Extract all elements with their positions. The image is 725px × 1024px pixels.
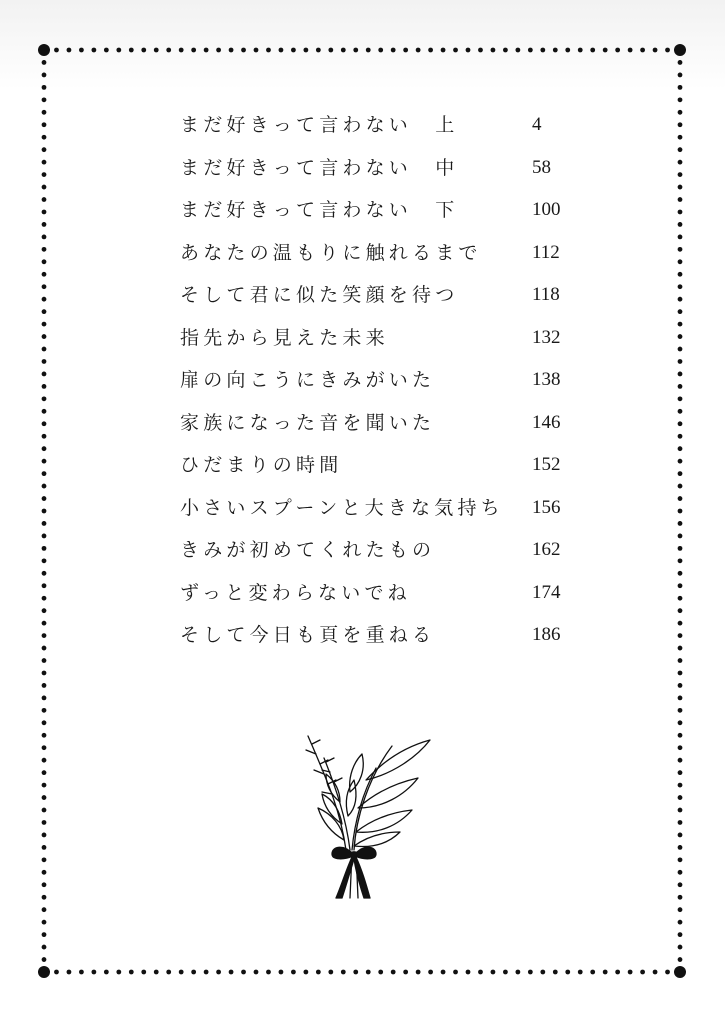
border-dot <box>491 48 496 53</box>
border-dot <box>678 770 683 775</box>
border-dot <box>42 347 47 352</box>
border-dot <box>166 970 171 975</box>
border-dot <box>266 48 271 53</box>
border-dot <box>441 970 446 975</box>
border-dot <box>678 833 683 838</box>
border-dot <box>515 970 520 975</box>
border-dot <box>678 558 683 563</box>
border-dot <box>42 85 47 90</box>
toc-page-number: 132 <box>532 326 561 348</box>
border-dot <box>154 970 159 975</box>
border-dot <box>216 48 221 53</box>
border-dot <box>678 372 683 377</box>
toc-page-number: 112 <box>532 241 560 263</box>
border-dot <box>553 48 558 53</box>
border-dot <box>403 970 408 975</box>
border-dot <box>104 970 109 975</box>
border-dot <box>678 197 683 202</box>
border-dot <box>678 608 683 613</box>
toc-page-number: 156 <box>532 496 561 518</box>
border-dot <box>42 895 47 900</box>
border-dot <box>678 297 683 302</box>
border-dot <box>42 322 47 327</box>
border-dot <box>353 970 358 975</box>
border-dot <box>366 48 371 53</box>
border-dot <box>678 695 683 700</box>
border-dot <box>42 907 47 912</box>
border-dot <box>515 48 520 53</box>
toc-page-number: 138 <box>532 369 561 390</box>
border-dot <box>378 970 383 975</box>
border-dot <box>678 359 683 364</box>
border-dot <box>678 895 683 900</box>
border-dot <box>116 48 121 53</box>
border-dot <box>678 882 683 887</box>
table-of-contents <box>180 104 580 657</box>
border-dot <box>42 845 47 850</box>
border-dot <box>42 372 47 377</box>
toc-title: まだ好きって言わない 中 <box>180 156 459 179</box>
toc-entry <box>180 487 580 530</box>
toc-entry <box>180 359 580 402</box>
bouquet-leaves <box>318 740 430 846</box>
border-dot <box>42 932 47 937</box>
border-dot <box>678 633 683 638</box>
border-dot <box>141 970 146 975</box>
border-dot <box>42 446 47 451</box>
border-dot <box>378 48 383 53</box>
border-dot <box>316 970 321 975</box>
border-dot <box>54 970 59 975</box>
border-dot <box>678 421 683 426</box>
border-dot <box>328 970 333 975</box>
border-dot <box>678 596 683 601</box>
border-dot <box>42 210 47 215</box>
toc-entry <box>180 572 580 615</box>
border-dot <box>42 833 47 838</box>
border-dot <box>42 396 47 401</box>
border-dot <box>678 272 683 277</box>
border-dot <box>42 920 47 925</box>
border-dot <box>678 521 683 526</box>
border-dot <box>478 48 483 53</box>
border-dot <box>565 970 570 975</box>
border-dot <box>466 48 471 53</box>
border-dot <box>42 172 47 177</box>
border-dot <box>678 322 683 327</box>
border-dot <box>279 970 284 975</box>
border-dot <box>341 48 346 53</box>
toc-title: ひだまりの時間 <box>180 454 343 476</box>
border-dot <box>42 484 47 489</box>
border-dot <box>42 496 47 501</box>
border-dot <box>42 708 47 713</box>
border-dot <box>678 234 683 239</box>
border-dot <box>42 259 47 264</box>
border-dot <box>279 48 284 53</box>
border-dot <box>42 222 47 227</box>
border-dot <box>678 546 683 551</box>
toc-entry <box>180 317 580 360</box>
border-dot <box>42 384 47 389</box>
border-dot <box>42 60 47 65</box>
border-dot <box>116 970 121 975</box>
border-dot <box>254 970 259 975</box>
toc-page-number: 152 <box>532 454 561 475</box>
border-dot <box>678 222 683 227</box>
toc-page-number: 146 <box>532 411 561 433</box>
border-dot <box>266 970 271 975</box>
toc-title: 家族になった音を聞いた <box>180 411 436 434</box>
border-dot <box>528 48 533 53</box>
border-dot <box>67 970 72 975</box>
border-dot <box>291 970 296 975</box>
toc-title: まだ好きって言わない 下 <box>180 199 459 221</box>
border-dot <box>678 409 683 414</box>
border-dot <box>79 970 84 975</box>
border-dot <box>678 783 683 788</box>
border-dot <box>653 970 658 975</box>
border-dot <box>391 48 396 53</box>
border-dot <box>42 509 47 514</box>
border-dot <box>678 920 683 925</box>
border-dot <box>42 247 47 252</box>
border-dot <box>678 932 683 937</box>
border-dot <box>42 459 47 464</box>
border-dot <box>678 122 683 127</box>
border-dot <box>42 284 47 289</box>
toc-entry <box>180 104 580 147</box>
border-dot <box>229 48 234 53</box>
border-dot <box>104 48 109 53</box>
border-dot <box>615 970 620 975</box>
border-dot <box>42 297 47 302</box>
border-dot <box>678 957 683 962</box>
toc-page-number: 186 <box>532 624 561 645</box>
border-dot <box>674 966 686 978</box>
border-dot <box>229 970 234 975</box>
toc-title: ずっと変わらないでね <box>180 581 411 604</box>
border-dot <box>678 808 683 813</box>
border-dot <box>678 147 683 152</box>
border-dot <box>565 48 570 53</box>
border-dot <box>678 446 683 451</box>
border-dot <box>678 870 683 875</box>
toc-title: あなたの温もりに触れるまで <box>180 241 482 264</box>
border-dot <box>42 309 47 314</box>
border-dot <box>578 970 583 975</box>
border-dot <box>678 945 683 950</box>
border-dot <box>42 945 47 950</box>
toc-page-number: 58 <box>532 156 551 178</box>
border-dot <box>653 48 658 53</box>
border-dot <box>42 795 47 800</box>
border-dot <box>42 558 47 563</box>
border-dot <box>678 671 683 676</box>
toc-title: そして君に似た笑顔を待つ <box>180 284 459 306</box>
border-dot <box>42 695 47 700</box>
border-dot <box>540 970 545 975</box>
toc-entry <box>180 402 580 445</box>
border-dot <box>42 683 47 688</box>
border-dot <box>42 882 47 887</box>
border-dot <box>42 870 47 875</box>
border-dot <box>678 347 683 352</box>
border-dot <box>678 583 683 588</box>
border-dot <box>42 272 47 277</box>
border-dot <box>678 708 683 713</box>
border-dot <box>665 970 670 975</box>
border-dot <box>91 970 96 975</box>
border-dot <box>54 48 59 53</box>
border-dot <box>678 97 683 102</box>
border-dot <box>678 857 683 862</box>
border-dot <box>590 970 595 975</box>
border-dot <box>503 970 508 975</box>
border-dot <box>553 970 558 975</box>
border-dot <box>42 434 47 439</box>
border-dot <box>678 471 683 476</box>
border-dot <box>528 970 533 975</box>
border-dot <box>678 434 683 439</box>
border-dot <box>628 48 633 53</box>
border-dot <box>79 48 84 53</box>
toc-title: まだ好きって言わない 上 <box>180 114 459 136</box>
border-dot <box>640 48 645 53</box>
border-dot <box>38 966 50 978</box>
toc-entry <box>180 614 580 657</box>
border-dot <box>678 621 683 626</box>
border-dot <box>179 48 184 53</box>
border-dot <box>441 48 446 53</box>
border-dot <box>42 571 47 576</box>
toc-page-number: 162 <box>532 539 561 560</box>
border-dot <box>678 309 683 314</box>
border-dot <box>42 596 47 601</box>
border-dot <box>678 396 683 401</box>
border-dot <box>640 970 645 975</box>
border-dot <box>391 970 396 975</box>
toc-page-number: 174 <box>532 581 561 603</box>
border-dot <box>678 210 683 215</box>
toc-entry <box>180 529 580 572</box>
border-dot <box>67 48 72 53</box>
border-dot <box>42 234 47 239</box>
border-dot <box>42 185 47 190</box>
toc-entry <box>180 444 580 487</box>
border-dot <box>129 48 134 53</box>
border-dot <box>478 970 483 975</box>
border-dot <box>678 60 683 65</box>
border-dot <box>191 970 196 975</box>
border-dot <box>316 48 321 53</box>
border-dot <box>42 359 47 364</box>
border-dot <box>674 44 686 56</box>
border-dot <box>42 546 47 551</box>
border-dot <box>42 160 47 165</box>
border-dot <box>303 970 308 975</box>
border-dot <box>678 534 683 539</box>
border-dot <box>678 259 683 264</box>
border-dot <box>615 48 620 53</box>
border-dot <box>42 820 47 825</box>
border-dot <box>678 795 683 800</box>
border-dot <box>241 970 246 975</box>
border-dot <box>678 758 683 763</box>
border-dot <box>678 571 683 576</box>
border-dot <box>603 970 608 975</box>
toc-page-number: 118 <box>532 284 560 305</box>
border-dot <box>42 110 47 115</box>
border-dot <box>42 720 47 725</box>
border-dot <box>678 496 683 501</box>
toc-entry <box>180 189 580 232</box>
toc-page-number: 100 <box>532 199 561 220</box>
border-dot <box>678 135 683 140</box>
border-dot <box>678 820 683 825</box>
border-dot <box>353 48 358 53</box>
toc-title: 扉の向こうにきみがいた <box>180 369 436 391</box>
border-dot <box>678 284 683 289</box>
border-dot <box>154 48 159 53</box>
border-dot <box>678 110 683 115</box>
border-dot <box>42 471 47 476</box>
toc-title: そして今日も頁を重ねる <box>180 624 436 646</box>
border-dot <box>428 48 433 53</box>
border-dot <box>42 73 47 78</box>
border-dot <box>678 484 683 489</box>
border-dot <box>366 970 371 975</box>
border-dot <box>42 671 47 676</box>
toc-title: 小さいスプーンと大きな気持ち <box>180 496 504 519</box>
bouquet-illustration <box>296 728 436 904</box>
border-dot <box>42 646 47 651</box>
toc-title: 指先から見えた未来 <box>180 326 389 349</box>
toc-entry <box>180 147 580 190</box>
border-dot <box>303 48 308 53</box>
border-dot <box>403 48 408 53</box>
border-dot <box>491 970 496 975</box>
border-dot <box>466 970 471 975</box>
toc-entry <box>180 274 580 317</box>
border-dot <box>42 147 47 152</box>
border-dot <box>129 970 134 975</box>
border-dot <box>141 48 146 53</box>
border-dot <box>42 808 47 813</box>
border-dot <box>503 48 508 53</box>
border-dot <box>241 48 246 53</box>
border-dot <box>42 409 47 414</box>
border-dot <box>42 957 47 962</box>
border-dot <box>204 970 209 975</box>
border-dot <box>578 48 583 53</box>
border-dot <box>678 733 683 738</box>
border-dot <box>42 197 47 202</box>
border-dot <box>341 970 346 975</box>
border-dot <box>590 48 595 53</box>
border-dot <box>42 857 47 862</box>
border-dot <box>42 135 47 140</box>
border-dot <box>428 970 433 975</box>
border-dot <box>328 48 333 53</box>
border-dot <box>42 621 47 626</box>
toc-entry <box>180 232 580 275</box>
border-dot <box>678 845 683 850</box>
border-dot <box>204 48 209 53</box>
border-dot <box>678 907 683 912</box>
border-dot <box>453 970 458 975</box>
border-dot <box>42 421 47 426</box>
border-dot <box>42 733 47 738</box>
border-dot <box>42 608 47 613</box>
border-dot <box>453 48 458 53</box>
border-dot <box>678 247 683 252</box>
border-dot <box>42 770 47 775</box>
border-dot <box>42 521 47 526</box>
border-dot <box>291 48 296 53</box>
border-dot <box>42 583 47 588</box>
border-dot <box>678 646 683 651</box>
border-dot <box>678 745 683 750</box>
border-dot <box>628 970 633 975</box>
border-dot <box>678 172 683 177</box>
border-dot <box>678 160 683 165</box>
toc-page-number: 4 <box>532 114 542 135</box>
border-dot <box>42 745 47 750</box>
border-dot <box>678 459 683 464</box>
border-dot <box>678 509 683 514</box>
border-dot <box>665 48 670 53</box>
border-dot <box>38 44 50 56</box>
border-dot <box>678 683 683 688</box>
border-dot <box>416 970 421 975</box>
border-dot <box>42 783 47 788</box>
border-dot <box>603 48 608 53</box>
ribbon-bow-icon <box>332 847 376 898</box>
border-dot <box>678 658 683 663</box>
border-dot <box>678 185 683 190</box>
border-dot <box>42 633 47 638</box>
border-dot <box>42 97 47 102</box>
border-dot <box>678 73 683 78</box>
toc-title: きみが初めてくれたもの <box>180 539 436 561</box>
border-dot <box>416 48 421 53</box>
border-dot <box>42 658 47 663</box>
border-dot <box>42 122 47 127</box>
border-dot <box>678 334 683 339</box>
border-dot <box>540 48 545 53</box>
border-dot <box>42 334 47 339</box>
border-dot <box>42 534 47 539</box>
border-dot <box>191 48 196 53</box>
border-dot <box>216 970 221 975</box>
border-dot <box>91 48 96 53</box>
border-dot <box>678 384 683 389</box>
border-dot <box>678 720 683 725</box>
border-dot <box>42 758 47 763</box>
border-dot <box>179 970 184 975</box>
border-dot <box>254 48 259 53</box>
border-dot <box>678 85 683 90</box>
border-dot <box>166 48 171 53</box>
